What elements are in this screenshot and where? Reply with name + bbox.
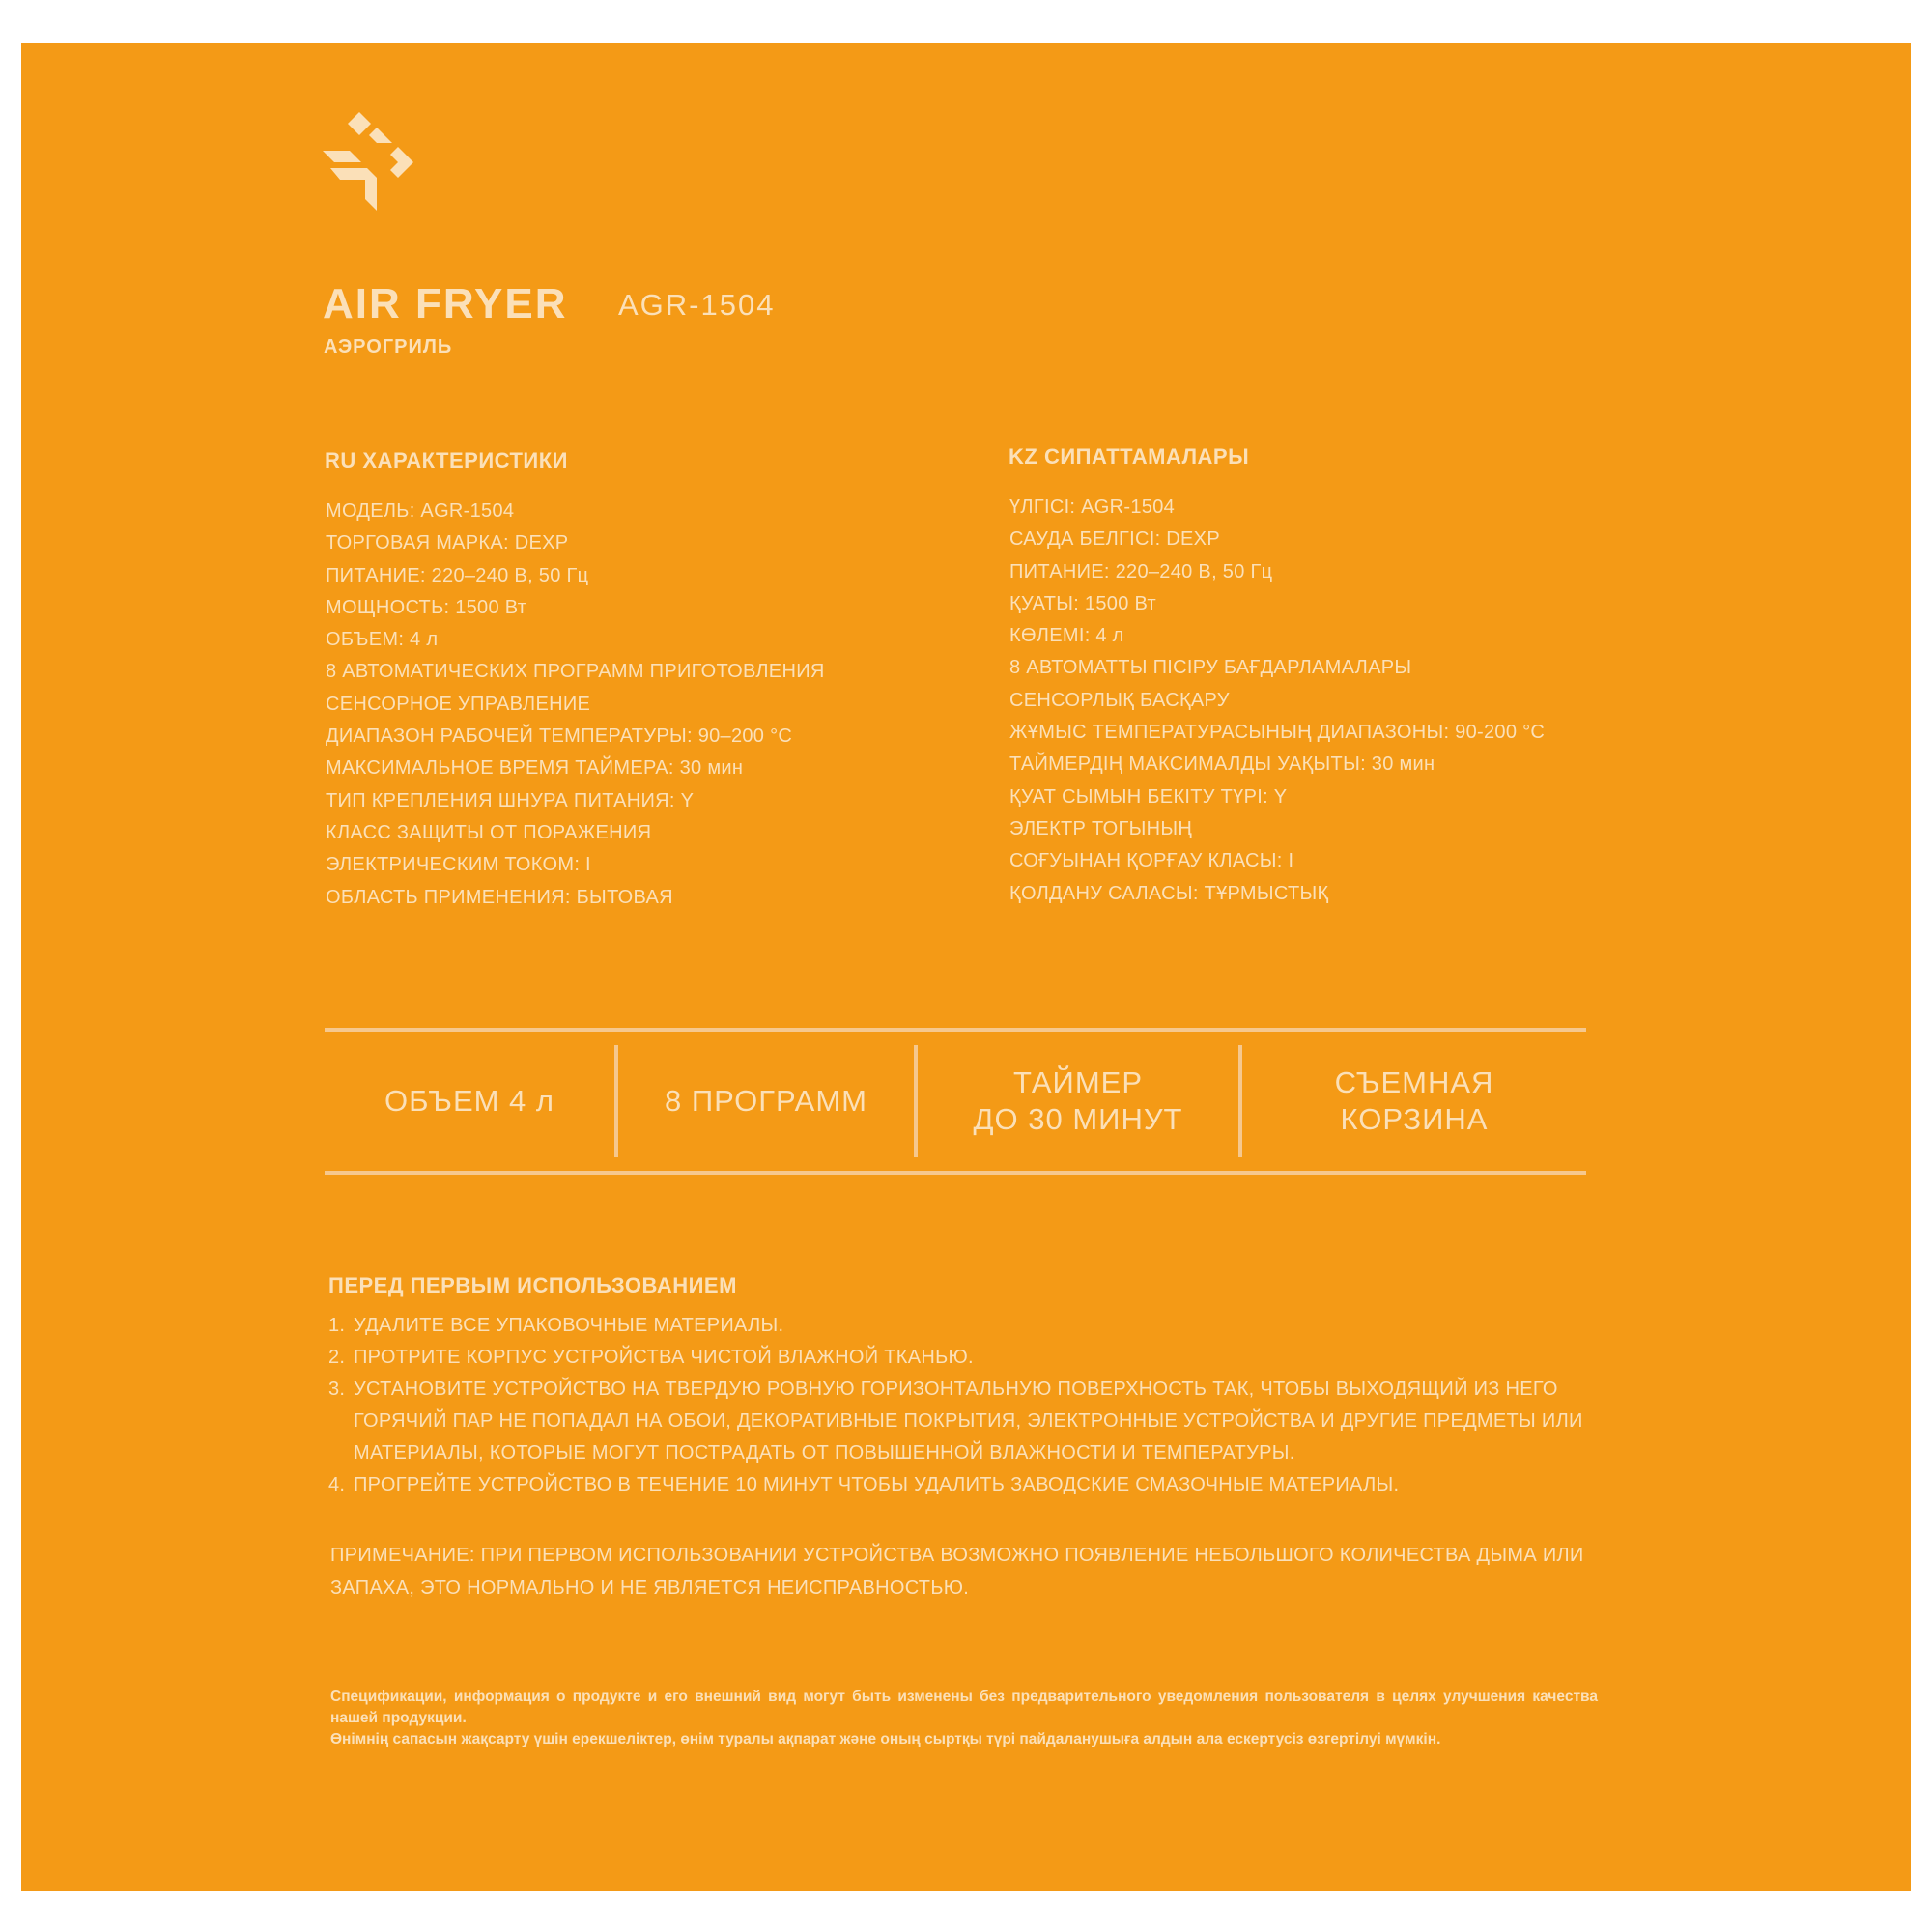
spec-item: СОҒУЫНАН ҚОРҒАУ КЛАСЫ: I bbox=[1009, 850, 1294, 872]
ru-specs-heading: RU ХАРАКТЕРИСТИКИ bbox=[325, 448, 568, 472]
step-number: 3. bbox=[328, 1378, 346, 1400]
list-item bbox=[328, 1310, 1604, 1342]
step-text: ПРОТРИТЕ КОРПУС УСТРОЙСТВА ЧИСТОЙ ВЛАЖНОЙ ТКАНЬЮ. bbox=[354, 1347, 974, 1368]
first-use-note: ПРИМЕЧАНИЕ: ПРИ ПЕРВОМ ИСПОЛЬЗОВАНИИ УСТРОЙСТВА ВОЗМОЖНО ПОЯВЛЕНИЕ НЕБОЛЬШОГО КОЛИЧЕСТВА ДЫМА ИЛИ ЗАПАХА, ЭТО НОРМАЛЬНО И НЕ ЯВЛЯЕТСЯ НЕИСПРАВНОСТЬЮ. bbox=[330, 1545, 1584, 1599]
disclaimer bbox=[330, 1687, 1598, 1750]
product-title: AIR FRYER bbox=[323, 280, 568, 327]
first-use-heading: ПЕРЕД ПЕРВЫМ ИСПОЛЬЗОВАНИЕМ bbox=[328, 1273, 737, 1297]
product-model: AGR-1504 bbox=[618, 288, 776, 322]
ru-specs-list bbox=[326, 496, 825, 914]
spec-item: МОЩНОСТЬ: 1500 Вт bbox=[326, 596, 527, 618]
dexp-logo-icon bbox=[321, 108, 427, 214]
kz-specs-heading: KZ СИПАТТАМАЛАРЫ bbox=[1009, 444, 1250, 469]
product-subtitle: АЭРОГРИЛЬ bbox=[324, 336, 453, 357]
spec-item: МОДЕЛЬ: AGR-1504 bbox=[326, 500, 515, 522]
spec-item: КӨЛЕМІ: 4 л bbox=[1009, 625, 1124, 647]
spec-item: СЕНСОРЛЫҚ БАСҚАРУ bbox=[1009, 689, 1230, 711]
step-number: 1. bbox=[328, 1315, 346, 1336]
step-number: 4. bbox=[328, 1474, 346, 1495]
step-text: ПРОГРЕЙТЕ УСТРОЙСТВО В ТЕЧЕНИЕ 10 МИНУТ ЧТОБЫ УДАЛИТЬ ЗАВОДСКИЕ СМАЗОЧНЫЕ МАТЕРИАЛЫ. bbox=[354, 1474, 1400, 1495]
spec-item: ОБЪЕМ: 4 л bbox=[326, 629, 439, 651]
feature-band bbox=[325, 1028, 1586, 1175]
disclaimer-ru: Спецификации, информация о продукте и его внешний вид могут быть изменены без предварительного уведомления пользователя в целях улучшения качества нашей продукции. bbox=[330, 1689, 1598, 1726]
spec-item: САУДА БЕЛГІСІ: DEXP bbox=[1009, 528, 1220, 551]
feature-volume: ОБЪЕМ 4 л bbox=[325, 1045, 618, 1157]
feature-timer: ТАЙМЕР ДО 30 МИНУТ bbox=[918, 1045, 1242, 1157]
spec-item: ТОРГОВАЯ МАРКА: DEXP bbox=[326, 532, 569, 554]
spec-item: ЭЛЕКТРИЧЕСКИМ ТОКОМ: I bbox=[326, 854, 591, 876]
spec-item: ТАЙМЕРДІҢ МАКСИМАЛДЫ УАҚЫТЫ: 30 мин bbox=[1009, 753, 1435, 776]
step-text: УДАЛИТЕ ВСЕ УПАКОВОЧНЫЕ МАТЕРИАЛЫ. bbox=[354, 1315, 784, 1336]
spec-item: СЕНСОРНОЕ УПРАВЛЕНИЕ bbox=[326, 693, 591, 715]
feature-programs: 8 ПРОГРАММ bbox=[618, 1045, 918, 1157]
spec-item: ҚУАТ СЫМЫН БЕКІТУ ТҮРІ: Y bbox=[1009, 785, 1288, 808]
spec-item: ТИП КРЕПЛЕНИЯ ШНУРА ПИТАНИЯ: Y bbox=[326, 789, 695, 811]
spec-item: ЖҰМЫС ТЕМПЕРАТУРАСЫНЫҢ ДИАПАЗОНЫ: 90-200 °С bbox=[1009, 722, 1546, 744]
spec-item: ҮЛГІСІ: AGR-1504 bbox=[1009, 497, 1176, 518]
step-number: 2. bbox=[328, 1347, 346, 1368]
spec-item: МАКСИМАЛЬНОЕ ВРЕМЯ ТАЙМЕРА: 30 мин bbox=[326, 757, 744, 780]
list-item bbox=[328, 1469, 1604, 1501]
step-text: УСТАНОВИТЕ УСТРОЙСТВО НА ТВЕРДУЮ РОВНУЮ ГОРИЗОНТАЛЬНУЮ ПОВЕРХНОСТЬ ТАК, ЧТОБЫ ВЫХОДЯЩИЙ ИЗ НЕГО ГОРЯЧИЙ ПАР НЕ ПОПАДАЛ НА ОБОИ, ДЕКОРАТИВНЫЕ ПОКРЫТИЯ, ЭЛЕКТРОННЫЕ УСТРОЙСТВА И ДРУГИЕ ПРЕДМЕТЫ ИЛИ МАТЕРИАЛЫ, КОТОРЫЕ МОГУТ ПОСТРАДАТЬ ОТ ПОВЫШЕННОЙ ВЛАЖНОСТИ И ТЕМПЕРАТУРЫ. bbox=[354, 1378, 1583, 1463]
list-item bbox=[328, 1374, 1604, 1469]
spec-item: ҚУАТЫ: 1500 Вт bbox=[1009, 592, 1156, 614]
spec-item: ПИТАНИЕ: 220–240 В, 50 Гц bbox=[326, 564, 589, 586]
spec-item: КЛАСС ЗАЩИТЫ ОТ ПОРАЖЕНИЯ bbox=[326, 821, 652, 843]
spec-item: ПИТАНИЕ: 220–240 В, 50 Гц bbox=[1009, 560, 1273, 582]
spec-item: ЭЛЕКТР ТОГЫНЫҢ bbox=[1009, 817, 1193, 839]
packaging-panel bbox=[21, 43, 1911, 1891]
disclaimer-kz: Өнімнің сапасын жақсарту үшін ерекшеліктер, өнім туралы ақпарат және оның сыртқы түрі пайдаланушыға алдын ала ескертусіз өзгертілуі мүмкін. bbox=[330, 1731, 1441, 1747]
first-use-steps bbox=[328, 1310, 1604, 1501]
list-item bbox=[328, 1342, 1604, 1374]
spec-item: 8 АВТОМАТТЫ ПІСІРУ БАҒДАРЛАМАЛАРЫ bbox=[1009, 657, 1412, 679]
spec-item: ҚОЛДАНУ САЛАСЫ: ТҰРМЫСТЫҚ bbox=[1009, 882, 1329, 904]
kz-specs-list bbox=[1009, 492, 1545, 910]
spec-item: 8 АВТОМАТИЧЕСКИХ ПРОГРАММ ПРИГОТОВЛЕНИЯ bbox=[326, 661, 825, 683]
spec-item: ДИАПАЗОН РАБОЧЕЙ ТЕМПЕРАТУРЫ: 90–200 °С bbox=[326, 725, 793, 748]
spec-item: ОБЛАСТЬ ПРИМЕНЕНИЯ: БЫТОВАЯ bbox=[326, 886, 673, 908]
feature-basket: СЪЕМНАЯ КОРЗИНА bbox=[1334, 1065, 1494, 1136]
